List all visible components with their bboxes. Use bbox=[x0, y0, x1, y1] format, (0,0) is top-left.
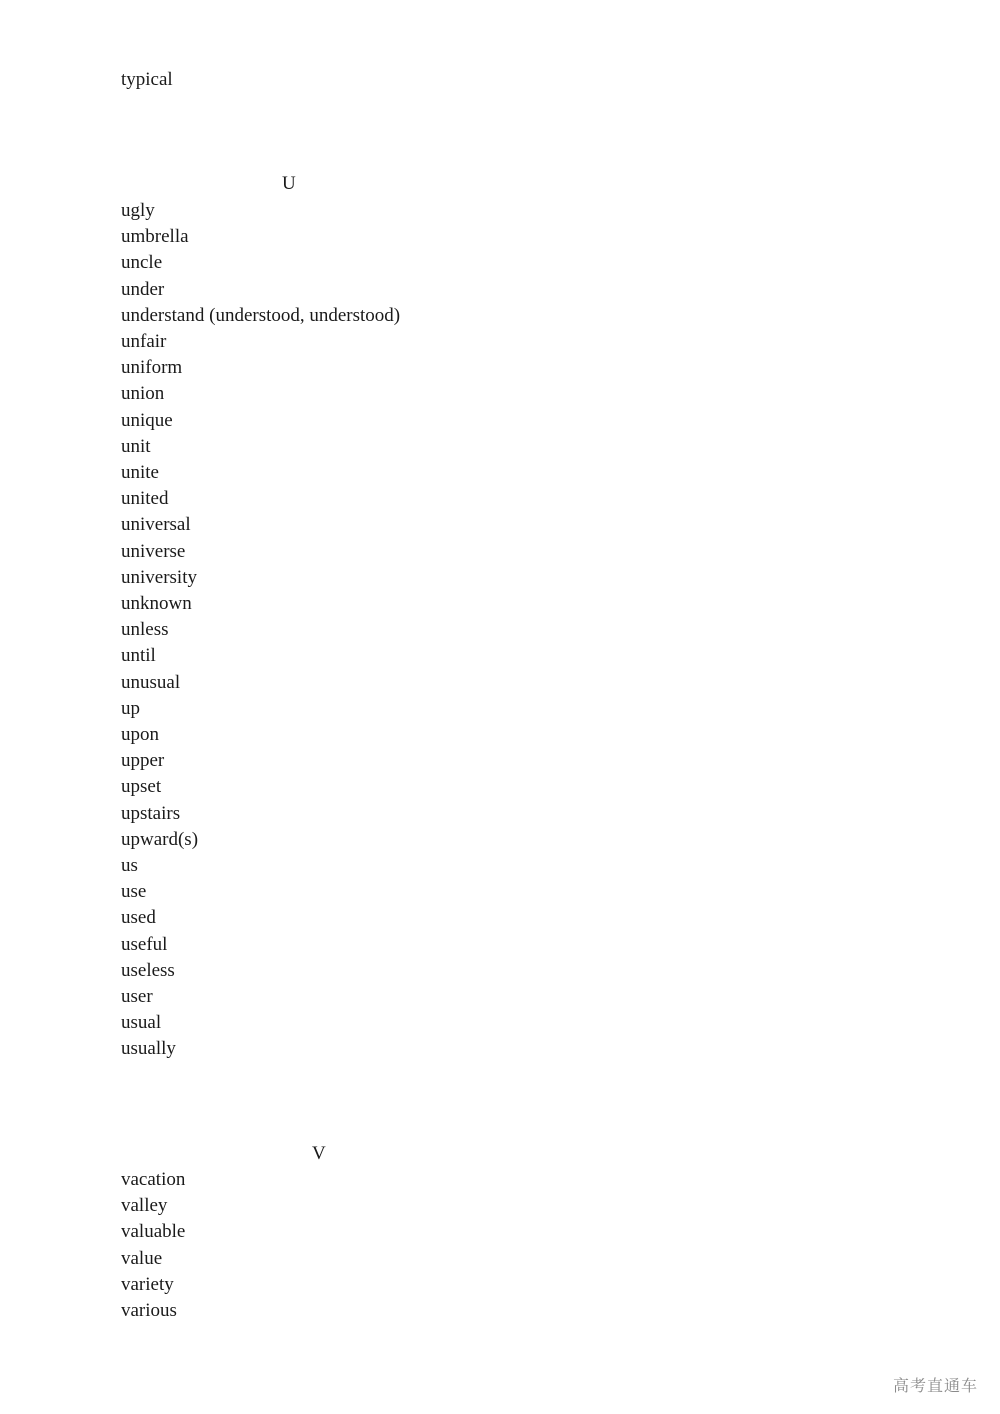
word-entry-typical: typical bbox=[121, 69, 173, 90]
word-entry: unless bbox=[121, 619, 169, 641]
word-entry: useful bbox=[121, 933, 168, 955]
word-entry: usually bbox=[121, 1038, 176, 1060]
word-entry: university bbox=[121, 566, 197, 588]
word-entry: upper bbox=[121, 750, 165, 772]
word-entry: unite bbox=[121, 462, 159, 483]
word-entry: universe bbox=[121, 540, 186, 562]
word-entry: uniform bbox=[121, 357, 183, 379]
word-entry: usual bbox=[121, 1012, 162, 1034]
word-entry: value bbox=[121, 1247, 163, 1269]
word-entry: until bbox=[121, 645, 156, 667]
word-entry: variety bbox=[121, 1273, 174, 1295]
word-entry: uncle bbox=[121, 252, 163, 274]
watermark-text: 高考直通车 bbox=[892, 1376, 978, 1395]
word-entry: upward(s) bbox=[121, 828, 199, 850]
word-entry: unknown bbox=[121, 593, 192, 614]
word-entry: umbrella bbox=[121, 226, 189, 248]
word-entry: upon bbox=[121, 724, 159, 745]
word-entry: understand (understood, understood) bbox=[121, 304, 401, 326]
word-entry: unit bbox=[121, 435, 151, 457]
word-entry: ugly bbox=[121, 200, 155, 221]
word-entry: upset bbox=[121, 776, 162, 798]
word-entry: up bbox=[121, 697, 140, 719]
word-entry: use bbox=[121, 881, 147, 903]
word-entry: user bbox=[121, 986, 153, 1007]
word-entry: united bbox=[121, 488, 169, 510]
word-entry: various bbox=[121, 1300, 177, 1321]
word-entry: valuable bbox=[121, 1221, 186, 1243]
word-entry: valley bbox=[121, 1195, 168, 1217]
word-entry: unique bbox=[121, 409, 173, 431]
word-entry: used bbox=[121, 907, 156, 929]
section-heading-v: V bbox=[312, 1143, 326, 1164]
word-entry: upstairs bbox=[121, 802, 181, 824]
section-heading-u: U bbox=[282, 173, 296, 194]
word-entry: under bbox=[121, 278, 165, 300]
word-entry: useless bbox=[121, 959, 175, 981]
word-entry: union bbox=[121, 383, 165, 405]
word-entry: unusual bbox=[121, 671, 181, 693]
word-entry: vacation bbox=[121, 1169, 186, 1190]
word-entry: us bbox=[121, 855, 138, 876]
word-entry: universal bbox=[121, 514, 191, 536]
word-entry: unfair bbox=[121, 331, 167, 352]
